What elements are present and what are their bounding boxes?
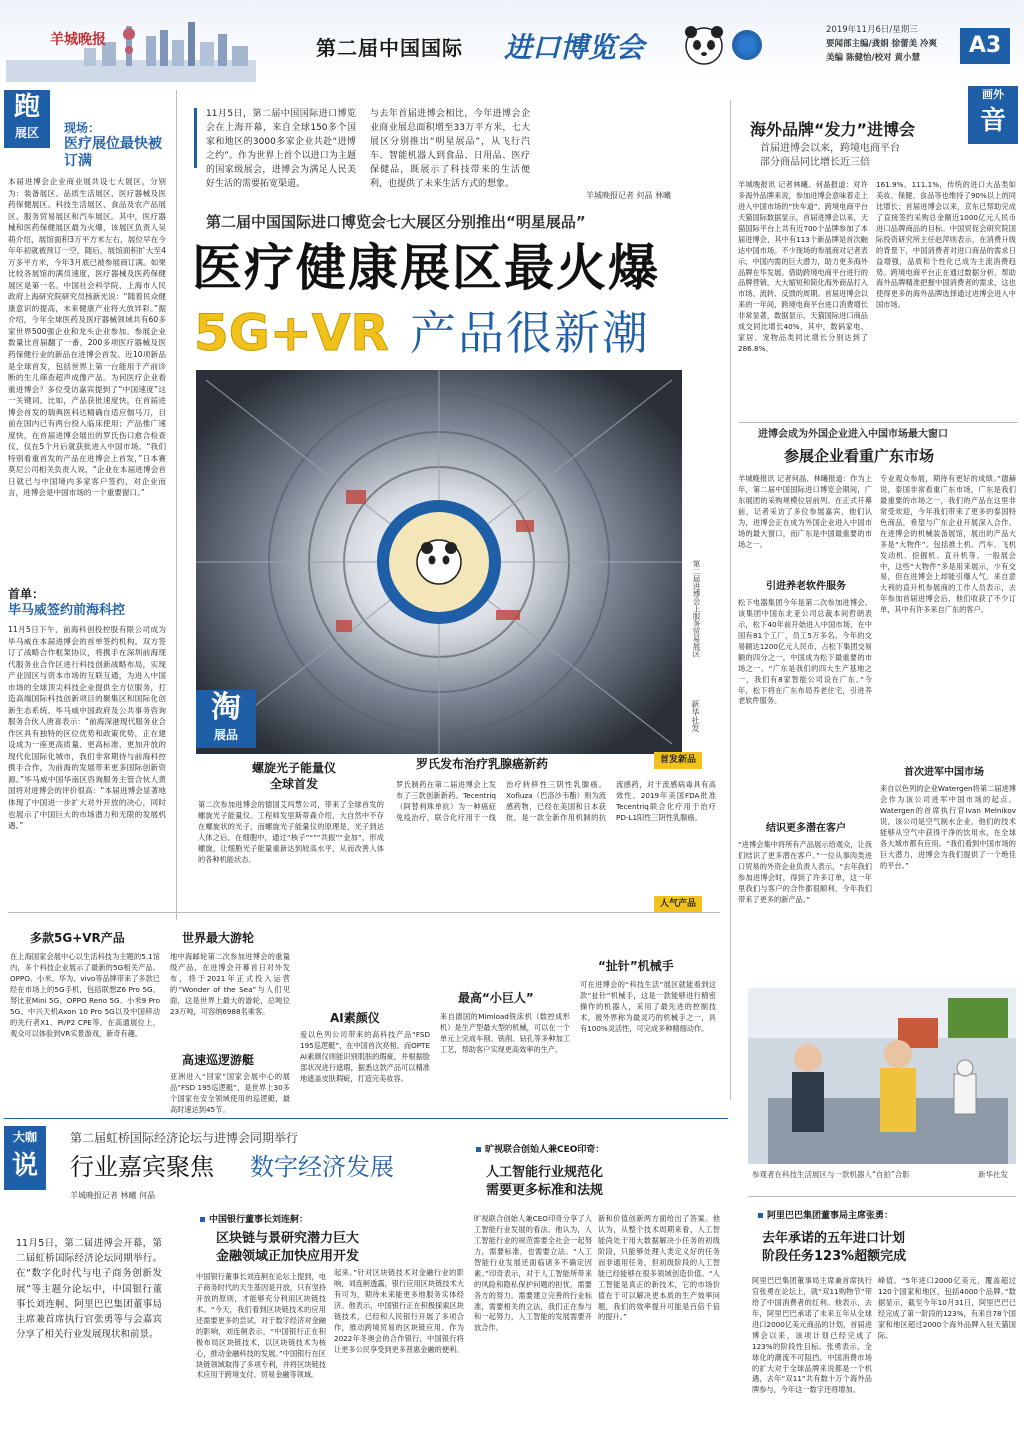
product-4-lead	[300, 922, 430, 1006]
product-2-body: 地中海邮轮第二次参加进博会的重量级产品，在进博会开幕首日对外发布，将于2021年正式投入运营的“Wonder of the Sea”与人们见面，这是世界上最大的游轮，总吨位23万吨，可容纳6988名乘客。	[170, 952, 290, 1016]
right-mid-sub-3: 首次进军中国市场	[904, 767, 984, 778]
right-mid-headline: 参展企业看重广东市场	[784, 447, 935, 465]
right-mid-body-1: 松下电器集团今年是第二次参加进博会。该集团中国东北亚公司总裁本间哲朗表示，松下40年前开始进入中国市场，在中国有81个工厂，员工5万多名。今年的交易额达1200亿元人民币，占松下集团交易额的四分之一，中国成为松下最重要的市场之一。“广东是我们的四大生产基地之一，我们有8家智能公司设在广东。”今年，松下将在广东布局养老住宅，引进养老软件服务。	[738, 598, 872, 706]
item1-title-line-1: 螺旋光子能量仪	[251, 761, 336, 775]
left-column-divider	[176, 90, 177, 920]
bottom-intro: 11月5日，第二届进博会开幕，第二届虹桥国际经济论坛同期举行。在“数字化时代与电子商务创新发展”等主题分论坛中，中国银行董事长刘连舸、阿里巴巴集团董事局主席兼首席执行官张勇等与会嘉宾分享了相关行业发展现状和前景。	[16, 1238, 162, 1341]
speaker2-body: 旷视联合创始人兼CEO印奇分享了人工智能行业发展的看法。他认为，人工智能行业的规范需要全社会一起努力，需要标准，也需要立法。“人工智能行业发展还面临诸多不确定因素。”印奇表示，对于人工智能所带来的风险和隐私保护问题的担忧，需要各方的努力。需要建立完善的行业标准，需要相关的立法，我们正在参与和一起努力，人工智能的发展需要开放合作。	[474, 1214, 592, 1333]
right-top-subtitle-2: 部分商品同比增长近三倍	[760, 157, 870, 168]
left-mid-body: 11月5日下午，前海科创投控股有限公司成为毕马威在本届进博会的首单签约机构。双方签订了战略合作框架协议，将携手在深圳前海现代服务业合作区进行科技创新战略布局，实现产业园区与资本市场的互联互通，为进入中国市场的全球顶尖科技企业提供全方位服务，打造高端国际科技创新项目的聚集区和国际化创新生态系统。毕马威中国政府及公共事务咨询服务合伙人唐喜表示：“前海深港现代服务业合作区具有独特的区位优势和政策优势，正在建设成为一座更高质量、更高标准、更加开放的现代化国际化城市，我们非常期待与前海科控携手合作，为前海的发展带来更多国际创新资源。”毕马威中国华南区咨询服务主管合伙人黄国将对进博会的评价很高：“本届进博会显著地体现了中国进一步扩大对外开放的决心，同时也展示了中国巨大的市场潜力和无限的发展机遇。”	[8, 625, 166, 831]
section-tag-talk-small: 大咖	[12, 1130, 37, 1144]
speaker2-kicker-text: 旷视联合创始人兼CEO印奇：	[485, 1145, 605, 1155]
section-title-highlight: 进口博览会	[504, 31, 645, 64]
paper-logo: 羊城晚报	[50, 32, 106, 48]
main-photo-caption: 第二届进博会上服务贸易展区	[692, 560, 701, 658]
product-6-title: “扯针”机械手	[598, 959, 674, 973]
speaker1-headline-2: 金融领域正加快应用开发	[216, 1249, 360, 1264]
right-mid-col2-body: 专业观众参展，期待有更好的成绩。”德赫说，泰国非常看重广东市场，广东是我们最重要的市场之一，我们的产品在这里非常受欢迎，今年我们带来了更多的泰国特色商品，希望与广东企业开展深入合作。在进博会的机械装备展馆，展出的产品大多是“大物件”。包括推土机、汽车、飞机发动机、挖掘机、直升机等。一般展会中，这些“大物件”多是用来展示，少有交易，但在进博会上却能引爆人气。来自意大利的直升机参展商的工作人员表示，去年参加首届进博会后，他们收获了不少订单，其中有许多来自广东的客户。	[880, 474, 1016, 615]
ribbon-popular: 人气产品	[654, 896, 702, 913]
center-intro-marker	[194, 108, 197, 168]
section-tag-sound-big: 音	[979, 106, 1006, 136]
section-tag-sound-small: 画外	[982, 88, 1004, 101]
speaker3-headline-1: 去年承诺的五年进口计划	[762, 1231, 906, 1246]
speaker2-bullet-icon	[476, 1147, 481, 1152]
right-mid-sub-2: 结识更多潜在客户	[766, 823, 846, 834]
product-3-title: 高速巡逻游艇	[182, 1053, 255, 1067]
section-tag-run-small: 展区	[14, 126, 39, 140]
ribbon-first-release: 首发新品	[654, 752, 702, 769]
center-right-divider	[730, 100, 731, 1100]
section-tag-tao-big: 淘	[211, 690, 241, 725]
right-mid-intro: 羊城晚报讯 记者何晶、林曦报道：作为上年，第二届中国国际进口博览会期间，广东展团的采购规模位居前列。在正式开幕前，记者采访了多位参展嘉宾，他们认为，进博会正在成为外国企业进入中国市场的最大窗口，而广东是中国最重要的市场之一。	[738, 474, 872, 549]
speaker3-body-2: 峰值。“5年进口2000亿美元，覆盖超过120个国家和地区，包括4000个品牌。”数据显示，截至今年10月31日，阿里巴巴已经完成了第一阶段的123%，有来自78个国家和地区超过2000个海外品牌入驻天猫国际。	[878, 1276, 1016, 1340]
item1-title-line-2: 全球首发	[269, 777, 318, 791]
item2-body: 罗氏制药在第二届进博会上发布了三款创新新药。Tecentriq（阿替利珠单抗）为一种癌症免疫治疗，联合化疗用于一线治疗转移性三阴性乳腺癌。Xofluza（巴洛沙韦酯）则为流感药物，已经在美国和日本获批，是一款全新作用机制的抗流感药，对于流感病毒具有高效性。2019年美国FDA批准Tecentriq联合化疗用于治疗PD-L1阳性三阴性乳腺癌。	[396, 780, 716, 822]
section-tag-run	[4, 90, 50, 148]
section-tag-tao-small: 展品	[213, 728, 238, 742]
expo-emblem-icon	[732, 30, 762, 60]
bottom-section-divider	[4, 1118, 728, 1119]
editors-line-1: 要闻部主编/龚娟 徐蕾美 冷爽	[826, 39, 938, 49]
speaker2-headline-2: 需要更多标准和法规	[486, 1183, 604, 1198]
right-photo-credit: 新华社发	[978, 1170, 1008, 1179]
bottom-headline-b: 数字经济发展	[250, 1153, 394, 1181]
center-headline-1: 医疗健康展区最火爆	[192, 238, 660, 297]
right-mid-sub-1: 引进养老软件服务	[766, 581, 846, 592]
center-intro-col-1: 11月5日，第二届中国国际进口博览会在上海开幕，来自全球150多个国家和地区的3000多家企业共赴“进博之约”。作为世界上首个以进口为主题的国家级展会，进博会为满足人民美好生活的需要拓宽渠道。	[206, 109, 356, 189]
item2-title: 罗氏发布治疗乳腺癌新药	[416, 757, 549, 771]
right-photo-robot-selfie	[748, 988, 1016, 1164]
speaker3-kicker-text: 阿里巴巴集团董事局主席张勇：	[767, 1211, 894, 1221]
product-5-title: 最高“小巨人”	[458, 991, 534, 1005]
bottom-headline-a: 行业嘉宾聚焦	[70, 1153, 214, 1181]
product-3-body: 亚洲进入“回家”国家会展中心的展品“FSD 195巡逻艇”，是世界上30多个国家在安全领域使用的巡逻艇，最高时速达到45节。	[170, 1072, 290, 1114]
editors-line-2: 美编 陈健怡/校对 黄小慧	[826, 53, 921, 63]
center-intro-col-2: 与去年首届进博会相比，今年进博会企业商业展总面积增至33万平方米，七大展区分别推出“明星展品”，从飞行汽车、智能机器人到食品、日用品、医疗保健品，既展示了科技带来的生活便利，也提供了未来生活方式的想象。	[370, 109, 530, 189]
speaker1-bullet-icon	[200, 1217, 205, 1222]
speaker2-body-2: 新和价值创新两方面给出了答案。他认为，从整个技术周期来看，人工智能尚处于用大数据解决小任务的初级阶段，只能够处理人类定义好的任务而非通用任务，但初级阶段的人工智能已经能够在很多领域创造价值。“人工智能是真正的新技术，它的市场价值在于可以解决更本质的生产效率问题，我们的效率提升可能是百倍千倍的提升。”	[598, 1214, 720, 1322]
bottom-overline: 第二届虹桥国际经济论坛与进博会同期举行	[70, 1131, 299, 1145]
main-photo-credit: 新华社发	[691, 700, 700, 732]
speaker2-headline-1: 人工智能行业规范化	[486, 1165, 604, 1180]
right-mid-body-3: 来自以色列的企业Watergen将第二届进博会作为该公司进军中国市场的起点。Watergen的首席执行官Ivan Melnikov说，该公司是空气制水企业，他们的技术能够从空气中获得干净的饮用水，在全球各大城市都有应用。“我们看到中国市场的巨大潜力，进博会为我们提供了一个绝佳的平台。”	[880, 784, 1016, 870]
center-headline-2a: 5G+VR	[194, 304, 389, 362]
section-title-prefix: 第二届中国国际	[316, 36, 463, 60]
main-photo-panorama	[196, 370, 682, 754]
right-top-headline: 海外品牌“发力”进博会	[750, 120, 916, 139]
speaker1-kicker-text: 中国银行董事长刘连舸：	[209, 1215, 309, 1225]
right-top-col-1: 羊城晚报讯 记者林曦、何晶报道：对许多海外品牌来说，参加进博会意味着走上进入中国市场的“快车道”。跨境电商平台天猫国际数据显示，首届进博会以来，天猫国际平台上共有近700个品牌参加了本届进博会，其中有113个新品牌是首次触达中国市场。不少现场的参展商对记者表示，中国内需的巨大潜力，助力更多海外品牌在华发展。借助跨境电商平台进行的品牌营销，大大缩短和简化海外商品打入市场、流转、反馈的周期。首届进博会以来的一年间，跨境电商平台进口消费增长非常显著，数据显示，天猫国际进口商品成交同比增长40%，其中，数码家电、家居、宠物品类同比增长分别达到了286.8%、	[738, 180, 868, 354]
product-2-title: 世界最大游轮	[182, 931, 255, 945]
right-mid-body-2: “进博会集中将所有产品展示给观众，让我们结识了更多潜在客户。”一位从事肉类进口贸易的外资企业负责人表示，“去年我们参加进博会时，得到了许多订单，这一年里我们与客户的合作都很顺利，今年我们带来了更多的新产品。”	[738, 840, 872, 904]
speaker2-kicker	[476, 1144, 604, 1157]
left-body: 本届进博会企业商业展共设七大展区，分别为：装备展区、品质生活展区、医疗器械及医药保健展区、科技生活展区、食品及农产品展区、服务贸易展区和汽车展区。其中，医疗器械和医药保健展区最为火爆，该展区负责人吴萌介绍，展馆面积3万平方米左右，展位早在今年年初就被预订一空，随后，展馆面积扩大至4万多平方米，今年3月底已被参展商订满。如果比较各展馆的满员速度，医疗器械及医药保健展区是第一名。中国社会科学院、上海市人民政府上海研究院研究员杨新光说：“随着民众健康意识的提高，未来健康产业将大放异彩。”据介绍，今年全球医药及医疗器械领域共有60多家世界500强企业和龙头企业参加。参展企业数量比首届翻了一番，200多项医疗器械及医药保健行业的新品在进博会首发。近10项新品是全球首发，包括世界上第一台能用于产前诊断的生儿筛查超声成像产品。为何医疗企业看重进博会？多位受访嘉宾提到了“中国速度”这一关键词。比如，产品获批速度快，在首届进博会首发的瑞典医科达精确自适应伽马刀，目前在国内已有两台投入临床使用；产品推广速度快，在首届进博会展出的罗氏伤口愈合检查仪，仅在5个月后就获批进入中国市场。“我们特别看重首发的产品在进博会上首发，”日本赛莫尼公司相关负责人说，“企业在本届进博会首日就已与中国境内多家客户签约，对企业而言，进博会是中国市场的一个重要窗口。”	[8, 177, 166, 498]
speaker3-bullet-icon	[758, 1213, 763, 1218]
right-mid-overline: 进博会成为外国企业进入中国市场最大窗口	[758, 429, 948, 440]
left-kicker: 现场：	[64, 121, 101, 135]
masthead-city-skyline	[6, 12, 256, 82]
center-headline-2b: 产品很新潮	[410, 306, 650, 360]
item1-body: 第二次参加进博会的德国艾玛慧公司，带来了全球首发的螺旋光子能量仪。工程师发里斯蒂森介绍，大自然中不存在螺旋状的光子，而螺旋光子能量仪的原理是，光子到达人体之后，在细胞中，通过“核子”“”“共振”“金加”，形成螺旋，让细胞光子能量重新达到较高水平，从而改善人体的各种机能状态。	[198, 800, 384, 864]
left-mid-kicker: 首单：	[8, 587, 45, 601]
center-overline: 第二届中国国际进口博览会七大展区分别推出“明星展品”	[206, 213, 586, 231]
speaker3-body: 阿里巴巴集团董事局主席兼首席执行官张勇在论坛上，就“双11购物节”带给了中国消费者的红利。他表示，去年，阿里巴巴承诺了未来五年从全球进口2000亿美元商品的计划，首届进博会以来，该项计划已经完成了123%的阶段性目标。张勇表示，全球化的潮流不可阻挡，中国消费市场的扩大对于全球品牌来说都是一个机遇，去年“双11”共有数十万个海外品牌参与，今年这一数字还将增加。	[752, 1276, 872, 1395]
product-4-title: AI素颜仪	[330, 1011, 380, 1025]
product-6-body: 可在进博会的“科技生活”展区就能看到这款“扯针”机械手，这是一款能够进行精密操作的机器人，采用了最先进的控制技术，被外界称为最灵巧的机械手之一，具有100%灵活性，可完成多种精细动作。	[580, 980, 716, 1033]
center-byline: 羊城晚报记者 何晶 林曦	[586, 191, 672, 200]
product-1-body: 在上海国家会展中心以生活科技为主题的5.1馆内，多个科技企业展示了最新的5G相关产品。OPPO、小米、华为、vivo等品牌带来了多款已经在市场上的5G手机，包括联想Z6 Pro 5G、努比亚Mini 5G、OPPO Reno 5G、小米9 Pro 5G、中兴天机Axon 10 Pro 5G以及中国移动的先行者X1、Pi/P2 CPE等。在高通展位上，观众可以体验到VR实景游戏，新奇有趣。	[10, 952, 160, 1038]
speaker1-kicker	[200, 1214, 308, 1227]
bottom-right-divider	[748, 1196, 1016, 1197]
page-number: A3	[960, 28, 1010, 64]
date-line: 2019年11月6日/星期三	[826, 25, 918, 35]
right-top-col-2: 161.9%、111.1%，传统的进口大品类如美妆、保健、食品等也维持了90%以上的同比增长；首届进博会以来，京东已帮助完成了直接签约采购总金额近1000亿元人民币进口品牌商品的目标。中国贸促会研究院国际投资研究所主任赵萍则表示，在消费升级的背景下，中国消费者对进口商品的需求日益增强，品质和个性化已成为主流消费趋势。跨境电商平台正在通过数据分析，帮助海外品牌精准把握中国消费者的需求，这也使得更多的海外品牌选择通过进博会进入中国市场。	[876, 180, 1016, 310]
mascot-panda-icon	[680, 20, 728, 68]
products-divider	[8, 912, 720, 913]
right-mid-divider	[738, 422, 1018, 423]
center-intro-col-3	[540, 108, 720, 190]
left-headline: 医疗展位最快被订满	[64, 136, 162, 169]
section-tag-talk-big: 说	[11, 1151, 38, 1181]
section-tag-talk	[4, 1126, 46, 1190]
section-tag-tao	[196, 690, 256, 748]
section-tag-run-big: 跑	[13, 92, 40, 122]
speaker1-headline-1: 区块链与景研究潜力巨大	[216, 1231, 360, 1246]
speaker1-body-2: 起来。”针对区块链技术对金融行业的影响，刘连舸透露，银行应用区块链技术大有可为，期待未来能更多地服务实体经济。他表示，中国银行正在积极探索区块链技术，已经和人民银行开展了多项合作，推动跨境贸易的区块链应用。作为2022年冬奥会的合作银行，中国银行将让更多公民享受到更多普惠金融的便利。	[334, 1268, 464, 1354]
product-4-body: 爱以色列公司带来的高科技产品“FSD 195巡逻艇”，在中国首次亮相。而OPTE AI素颜仪则能识别肌肤的瑕疵，并根据脸部状况进行遮瑕，据悉这款产品可以精准地遮盖皮肤瑕疵，打造完美妆容。	[300, 1030, 430, 1083]
section-tag-sound	[968, 86, 1018, 144]
product-5-body: 来自德国的Mimload铣床机（数控成形机）是生产型最大型的机械，可以在一个单元上完成车削、铣削、钻孔等多种加工工艺，帮助客户实现更高效率的生产。	[440, 1012, 570, 1054]
right-photo-caption: 参观者在科技生活展区与一款机器人“自拍”合影	[752, 1170, 910, 1179]
speaker1-body: 中国银行董事长刘连舸在论坛上提到，电子商务时代的天生基因是开放，只有坚持开放的原则，才能够充分利用区块链技术。“今天，我们看到区块链技术的应用还需要更多的尝试，对于数字经济对金融的影响，刘连舸表示，“中国银行正在积极布局区块链技术，以区块链技术为核心，推动金融科技的发展。”中国银行在区块链领域取得了多项专利，并将区块链技术应用于跨境支付、贸易金融等领域。	[196, 1272, 326, 1380]
left-mid-headline: 毕马威签约前海科控	[8, 603, 126, 618]
product-1-title: 多款5G+VR产品	[30, 931, 125, 945]
speaker3-headline-2: 阶段任务123%超额完成	[762, 1249, 907, 1264]
bottom-byline: 羊城晚报记者 林曦 何晶	[70, 1191, 156, 1200]
right-top-subtitle-1: 首届进博会以来，跨境电商平台	[760, 143, 900, 154]
speaker3-kicker	[758, 1210, 893, 1223]
